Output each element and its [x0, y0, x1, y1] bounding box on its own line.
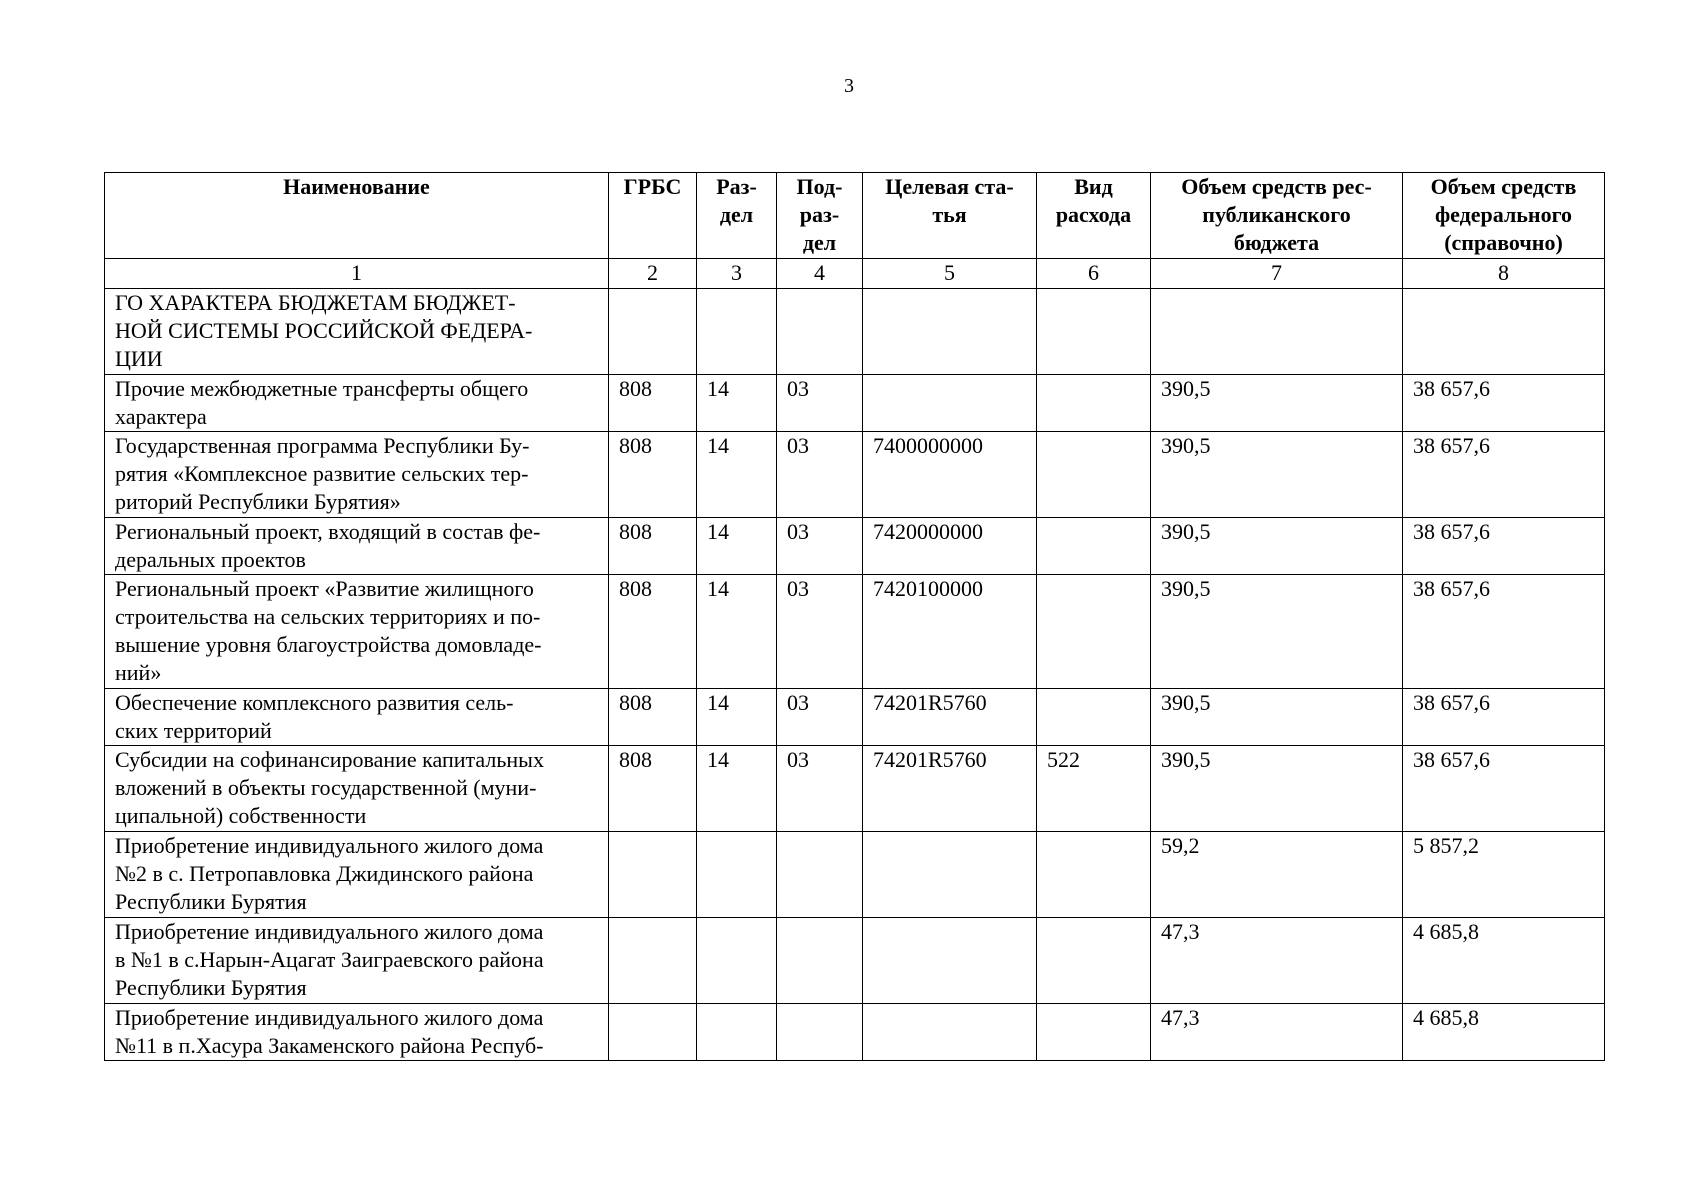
table-row [105, 832, 1605, 918]
table-row [105, 1004, 1605, 1061]
cell-vid: 522 [1037, 746, 1151, 832]
table-row [105, 746, 1605, 832]
cell-razdel: 14 [697, 375, 777, 432]
header-federal: Объем средств федерального (справочно) [1403, 173, 1605, 259]
cell-razdel [697, 289, 777, 375]
budget-table [104, 172, 1605, 1061]
cell-name: Прочие межбюджетные трансферты общего характера [105, 375, 609, 432]
cell-podrazdel: 03 [777, 432, 863, 518]
cell-name: Приобретение индивидуального жилого дома №2 в с. Петропавловка Джидинского района Республики Бурятия [105, 832, 609, 918]
column-number: 5 [863, 259, 1037, 289]
cell-republic: 47,3 [1151, 918, 1403, 1004]
table-body [105, 259, 1605, 1061]
cell-target [863, 375, 1037, 432]
cell-name: Региональный проект, входящий в состав фе- деральных проектов [105, 518, 609, 575]
cell-grbs: 808 [609, 518, 697, 575]
cell-razdel [697, 832, 777, 918]
cell-federal: 38 657,6 [1403, 375, 1605, 432]
cell-name: Региональный проект «Развитие жилищного строительства на сельских территориях и по- вышение уровня благоустройства домовладе- ний» [105, 575, 609, 689]
page-number: 3 [844, 75, 854, 97]
cell-podrazdel: 03 [777, 689, 863, 746]
cell-grbs [609, 918, 697, 1004]
header-republic: Объем средств рес- публиканского бюджета [1151, 173, 1403, 259]
column-number: 8 [1403, 259, 1605, 289]
table-header [105, 173, 1605, 259]
header-grbs: ГРБС [609, 173, 697, 259]
cell-podrazdel: 03 [777, 746, 863, 832]
cell-federal: 4 685,8 [1403, 918, 1605, 1004]
cell-target: 7400000000 [863, 432, 1037, 518]
cell-target: 7420100000 [863, 575, 1037, 689]
cell-federal: 38 657,6 [1403, 575, 1605, 689]
cell-federal: 38 657,6 [1403, 432, 1605, 518]
cell-republic: 390,5 [1151, 518, 1403, 575]
cell-republic [1151, 289, 1403, 375]
column-number-row [105, 259, 1605, 289]
cell-podrazdel: 03 [777, 375, 863, 432]
cell-podrazdel [777, 832, 863, 918]
cell-target [863, 918, 1037, 1004]
cell-federal: 38 657,6 [1403, 746, 1605, 832]
table-row [105, 375, 1605, 432]
header-name: Наименование [105, 173, 609, 259]
cell-vid [1037, 432, 1151, 518]
cell-target: 74201R5760 [863, 746, 1037, 832]
header-podrazdel: Под- раз- дел [777, 173, 863, 259]
column-number: 3 [697, 259, 777, 289]
cell-target: 74201R5760 [863, 689, 1037, 746]
header-row [105, 173, 1605, 259]
cell-republic: 390,5 [1151, 432, 1403, 518]
table-row [105, 289, 1605, 375]
cell-federal: 38 657,6 [1403, 518, 1605, 575]
cell-grbs [609, 289, 697, 375]
cell-vid [1037, 518, 1151, 575]
cell-grbs [609, 1004, 697, 1061]
cell-republic: 390,5 [1151, 375, 1403, 432]
cell-name: ГО ХАРАКТЕРА БЮДЖЕТАМ БЮДЖЕТ- НОЙ СИСТЕМЫ РОССИЙСКОЙ ФЕДЕРА- ЦИИ [105, 289, 609, 375]
cell-podrazdel [777, 1004, 863, 1061]
cell-target [863, 289, 1037, 375]
cell-razdel [697, 918, 777, 1004]
cell-razdel: 14 [697, 518, 777, 575]
table-row [105, 518, 1605, 575]
table-row [105, 575, 1605, 689]
cell-grbs [609, 832, 697, 918]
cell-vid [1037, 1004, 1151, 1061]
cell-republic: 47,3 [1151, 1004, 1403, 1061]
cell-federal [1403, 289, 1605, 375]
cell-vid [1037, 575, 1151, 689]
column-number: 1 [105, 259, 609, 289]
cell-vid [1037, 375, 1151, 432]
cell-name: Государственная программа Республики Бу- рятия «Комплексное развитие сельских тер- риторий Республики Бурятия» [105, 432, 609, 518]
header-razdel: Раз- дел [697, 173, 777, 259]
cell-podrazdel [777, 289, 863, 375]
cell-grbs: 808 [609, 432, 697, 518]
column-number: 2 [609, 259, 697, 289]
table-row [105, 432, 1605, 518]
cell-razdel: 14 [697, 746, 777, 832]
cell-target [863, 1004, 1037, 1061]
table-row [105, 918, 1605, 1004]
cell-name: Обеспечение комплексного развития сель- ских территорий [105, 689, 609, 746]
cell-grbs: 808 [609, 746, 697, 832]
header-target: Целевая ста- тья [863, 173, 1037, 259]
cell-podrazdel: 03 [777, 575, 863, 689]
cell-republic: 390,5 [1151, 689, 1403, 746]
column-number: 6 [1037, 259, 1151, 289]
cell-grbs: 808 [609, 689, 697, 746]
cell-vid [1037, 918, 1151, 1004]
cell-grbs: 808 [609, 575, 697, 689]
cell-razdel [697, 1004, 777, 1061]
cell-razdel: 14 [697, 575, 777, 689]
cell-razdel: 14 [697, 432, 777, 518]
cell-republic: 59,2 [1151, 832, 1403, 918]
cell-target: 7420000000 [863, 518, 1037, 575]
cell-vid [1037, 832, 1151, 918]
cell-republic: 390,5 [1151, 575, 1403, 689]
cell-razdel: 14 [697, 689, 777, 746]
cell-vid [1037, 689, 1151, 746]
cell-republic: 390,5 [1151, 746, 1403, 832]
cell-target [863, 832, 1037, 918]
cell-podrazdel: 03 [777, 518, 863, 575]
cell-name: Субсидии на софинансирование капитальных вложений в объекты государственной (муни- ципальной) собственности [105, 746, 609, 832]
cell-name: Приобретение индивидуального жилого дома №11 в п.Хасура Закаменского района Респуб- [105, 1004, 609, 1061]
header-vid: Вид расхода [1037, 173, 1151, 259]
column-number: 4 [777, 259, 863, 289]
cell-name: Приобретение индивидуального жилого дома в №1 в с.Нарын-Ацагат Заиграевского района Республики Бурятия [105, 918, 609, 1004]
cell-federal: 38 657,6 [1403, 689, 1605, 746]
cell-vid [1037, 289, 1151, 375]
cell-federal: 4 685,8 [1403, 1004, 1605, 1061]
table-row [105, 689, 1605, 746]
column-number: 7 [1151, 259, 1403, 289]
cell-podrazdel [777, 918, 863, 1004]
cell-federal: 5 857,2 [1403, 832, 1605, 918]
cell-grbs: 808 [609, 375, 697, 432]
